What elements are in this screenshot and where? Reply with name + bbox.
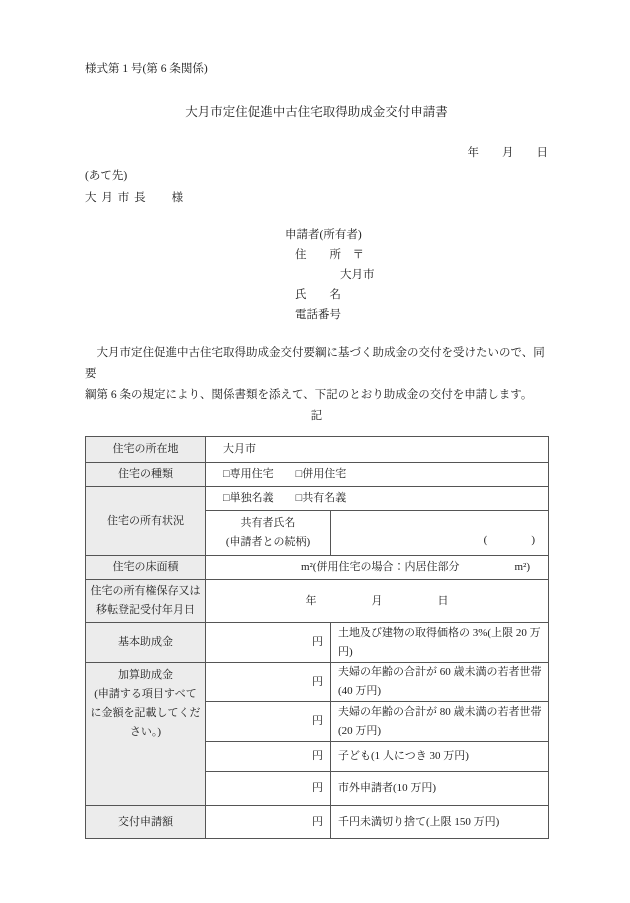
basic-subsidy-description-line-2: 円) (338, 645, 353, 658)
additional-subsidy-description-3-line-1: 子ども(1 人につき 30 万円) (338, 750, 469, 762)
additional-subsidy-amount-field-3: 円 (206, 742, 331, 772)
additional-subsidy-label-line-4: さい。) (129, 726, 162, 738)
row-housing-type (86, 463, 549, 487)
applicant-address-label: 住 所 〒 (295, 249, 364, 261)
row-registration-date (86, 580, 549, 623)
row-basic-subsidy (86, 623, 549, 663)
ownership-status-label: 住宅の所有状況 (86, 487, 206, 556)
additional-subsidy-description-4-line-1: 市外申請者(10 万円) (338, 782, 437, 794)
housing-location-value: 大月市 (206, 437, 549, 463)
subsidy-table (85, 436, 549, 839)
basic-subsidy-description-line-1: 土地及び建物の取得価格の 3%(上限 20 万 (338, 626, 541, 639)
additional-subsidy-label-line-3: に金額を記載してくだ (90, 707, 201, 719)
application-amount-field: 円 (206, 806, 331, 839)
housing-type-checkboxes: □専用住宅 □併用住宅 (206, 463, 549, 487)
row-additional-subsidy-1 (86, 663, 549, 702)
ownership-name-type-checkboxes: □単独名義 □共有名義 (206, 487, 549, 511)
housing-location-label: 住宅の所在地 (86, 437, 206, 463)
additional-subsidy-description-1-line-1: 夫婦の年齢の合計が 60 歳未満の若者世帯 (338, 666, 542, 678)
date-line: 年 月 日 (467, 147, 548, 159)
additional-subsidy-label-line-1: 加算助成金 (118, 669, 173, 681)
notation-mark: 記 (310, 410, 323, 422)
basic-subsidy-amount-field: 円 (206, 623, 331, 663)
document-title: 大月市定住促進中古住宅取得助成金交付申請書 (185, 105, 448, 119)
body-paragraph-line-1: 大月市定住促進中古住宅取得助成金交付要綱に基づく助成金の交付を受けたいので、同要 (85, 347, 545, 380)
row-application-amount (86, 806, 549, 839)
additional-subsidy-amount-field-2: 円 (206, 702, 331, 742)
registration-date-label-line-2: 移転登記受付年月日 (96, 604, 195, 616)
registration-date-label-line-1: 住宅の所有権保存又は (90, 585, 201, 597)
co-owner-label-line-1: 共有者氏名 (240, 517, 296, 529)
co-owner-label-line-2: (申請者との続柄) (225, 536, 311, 548)
applicant-heading: 申請者(所有者) (285, 229, 362, 241)
applicant-address-city: 大月市 (340, 269, 375, 281)
additional-subsidy-description-2 (331, 702, 549, 742)
row-ownership-status (86, 487, 549, 511)
application-amount-description (331, 806, 549, 839)
row-floor-area (86, 556, 549, 580)
additional-subsidy-description-2-line-2: (20 万円) (338, 724, 382, 737)
additional-subsidy-description-1-line-2: (40 万円) (338, 685, 382, 697)
body-paragraph-line-2: 綱第 6 条の規定により、関係書類を添えて、下記のとおり助成金の交付を申請します。 (85, 389, 533, 401)
floor-area-label: 住宅の床面積 (86, 556, 206, 580)
basic-subsidy-description (331, 623, 549, 663)
application-amount-description-line-1: 千円未満切り捨て(上限 150 万円) (338, 815, 500, 828)
application-amount-label: 交付申請額 (86, 806, 206, 839)
co-owner-relation-field: ( ) (331, 511, 549, 556)
body-paragraph (85, 343, 548, 427)
addressee-note: (あて先) (85, 170, 128, 182)
housing-type-label: 住宅の種類 (86, 463, 206, 487)
form-number: 様式第 1 号(第 6 条関係) (85, 63, 208, 75)
row-housing-location (86, 437, 549, 463)
additional-subsidy-description-2-line-1: 夫婦の年齢の合計が 80 歳未満の若者世帯 (338, 705, 542, 718)
applicant-phone-label: 電話番号 (295, 309, 341, 321)
registration-date-value: 年 月 日 (206, 580, 549, 623)
additional-subsidy-label (86, 663, 206, 806)
applicant-name-label: 氏 名 (295, 289, 341, 301)
addressee-mayor: 大 月 市 長 様 (85, 192, 185, 204)
additional-subsidy-label-line-2: (申請する項目すべて (94, 688, 197, 700)
applicant-block (85, 225, 548, 325)
additional-subsidy-description-4 (331, 772, 549, 806)
additional-subsidy-amount-field-4: 円 (206, 772, 331, 806)
additional-subsidy-description-3 (331, 742, 549, 772)
registration-date-label (86, 580, 206, 623)
basic-subsidy-label: 基本助成金 (86, 623, 206, 663)
co-owner-label (206, 511, 331, 556)
additional-subsidy-amount-field-1: 円 (206, 663, 331, 702)
additional-subsidy-description-1 (331, 663, 549, 702)
floor-area-value: m²(併用住宅の場合：内居住部分 m²) (206, 556, 549, 580)
